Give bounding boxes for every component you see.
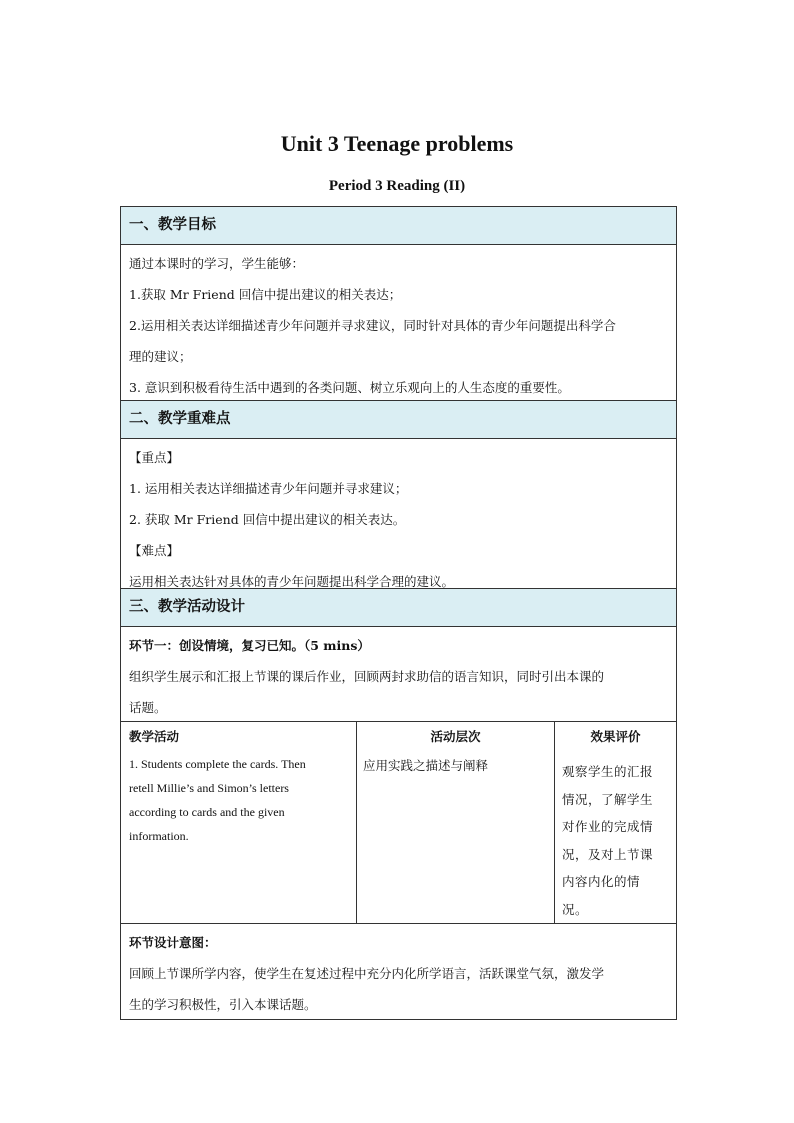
evaluation-column <box>555 722 676 923</box>
key-points-label: 【重点】 <box>129 450 180 465</box>
step-one-text-continued: 话题。 <box>129 700 167 715</box>
key-point-item: 1. 运用相关表达详细描述青少年问题并寻求建议； <box>129 481 408 496</box>
lesson-plan-table <box>120 206 677 1020</box>
step-one-title: 环节一：创设情境，复习已知。（5 mins） <box>129 638 370 653</box>
activity-description <box>129 752 348 848</box>
evaluation-column-header: 效果评价 <box>590 729 641 744</box>
activity-column <box>121 722 357 923</box>
difficult-point-item: 运用相关表达针对具体的青少年问题提出科学合理的建议。 <box>129 574 455 589</box>
activity-column-header: 教学活动 <box>129 729 180 744</box>
activity-level: 应用实践之描述与阐释 <box>363 758 489 773</box>
section-heading-key-points: 二、教学重难点 <box>121 401 676 439</box>
evaluation-line: 况，及对上节课 <box>562 846 654 862</box>
activity-line: 1. Students complete the cards. Then <box>129 757 306 771</box>
evaluation-line: 对作业的完成情 <box>562 819 654 834</box>
evaluation-line: 内容内化的情 <box>562 874 641 889</box>
objectives-block <box>121 245 676 401</box>
section-heading-objectives: 一、教学目标 <box>121 207 676 245</box>
activity-line: information. <box>129 829 189 843</box>
objective-item-continued: 理的建议； <box>129 349 192 364</box>
difficult-points-label: 【难点】 <box>129 543 180 558</box>
step-one-block <box>121 627 676 722</box>
activity-line: retell Millie’s and Simon’s letters <box>129 781 289 795</box>
activity-line: according to cards and the given <box>129 805 285 819</box>
key-points-block <box>121 439 676 589</box>
level-column <box>357 722 555 923</box>
objective-item: 3. 意识到积极看待生活中遇到的各类问题、树立乐观向上的人生态度的重要性。 <box>129 380 570 395</box>
objectives-intro: 通过本课时的学习，学生能够： <box>129 256 305 271</box>
activity-table-row <box>121 722 676 924</box>
design-intent-text-continued: 生的学习积极性，引入本课话题。 <box>129 997 317 1012</box>
document-subtitle: Period 3 Reading (II) <box>328 178 466 194</box>
evaluation-text <box>561 758 670 923</box>
design-intent-text: 回顾上节课所学内容，使学生在复述过程中充分内化所学语言，活跃课堂气氛，激发学 <box>129 966 605 981</box>
evaluation-line: 况。 <box>562 901 589 917</box>
level-column-header: 活动层次 <box>430 729 481 744</box>
key-point-item: 2. 获取 Mr Friend 回信中提出建议的相关表达。 <box>129 512 406 527</box>
step-one-text: 组织学生展示和汇报上节课的课后作业，回顾两封求助信的语言知识，同时引出本课的 <box>129 669 605 684</box>
design-intent-block <box>121 924 676 1019</box>
evaluation-line: 情况，了解学生 <box>562 791 654 807</box>
section-heading-activities: 三、教学活动设计 <box>121 589 676 627</box>
design-intent-label: 环节设计意图： <box>129 935 217 950</box>
document-title: Unit 3 Teenage problems <box>280 131 514 156</box>
objective-item: 2.运用相关表达详细描述青少年问题并寻求建议，同时针对具体的青少年问题提出科学合 <box>129 318 616 333</box>
objective-item: 1.获取 Mr Friend 回信中提出建议的相关表达； <box>129 287 402 302</box>
evaluation-line: 观察学生的汇报 <box>562 764 654 779</box>
